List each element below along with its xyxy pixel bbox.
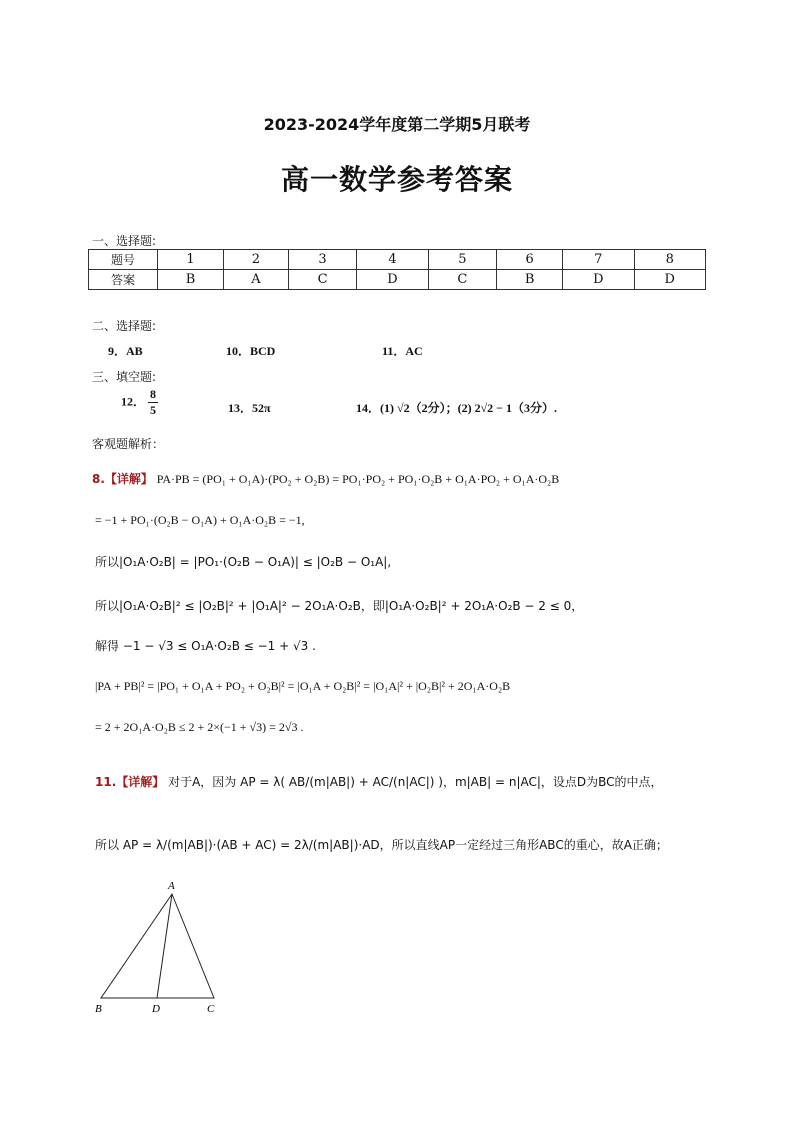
answer-q9: 9．AB [108,344,143,358]
q12-denominator: 5 [150,403,157,417]
q8-line-6: |PA + PB|² = |PO₁ + O₁A + PO₂ + O₂B|² = |O₁A + O₂B|² = |O₁A|² + |O₂B|² + 2O₁A·O₂B [95,679,511,693]
table-cell: D [563,270,634,290]
row-head-number: 题号 [89,250,158,270]
table-cell: C [288,270,356,290]
point-d-label: D [152,1003,160,1015]
exam-title: 2023-2024学年度第二学期5月联考 [263,115,531,134]
table-cell: B [497,270,563,290]
table-cell: 6 [497,250,563,270]
table-row [89,250,706,270]
q11-line-1: 对于A，因为 AP = λ( AB/(m|AB|) + AC/(n|AC|) )，m|AB| = n|AC|，设点D为BC的中点， [168,775,663,789]
answer-q11: 11．AC [382,344,423,358]
q11-line-2: 所以 AP = λ/(m|AB|)·(AB + AC) = 2λ/(m|AB|)·AD，所以直线AP一定经过三角形ABC的重心，故A正确； [95,838,668,852]
table-cell: 8 [634,250,705,270]
table-cell: 3 [288,250,356,270]
triangle-abc [101,894,214,998]
table-cell: 2 [223,250,288,270]
table-row [89,270,706,290]
q8-line-5: 解得 −1 − √3 ≤ O₁A·O₂B ≤ −1 + √3 . [95,639,316,653]
table-cell: A [223,270,288,290]
analysis-label: 客观题解析： [92,437,165,451]
q8-line-3: 所以|O₁A·O₂B| = |PO₁·(O₂B − O₁A)| ≤ |O₂B − O₁A|, [95,555,392,569]
table-cell: D [634,270,705,290]
q8-line-2: = −1 + PO₁·(O₂B − O₁A) + O₁A·O₂B = −1, [95,513,305,527]
triangle-figure [90,876,230,1018]
table-cell: 4 [357,250,428,270]
answer-q10: 10．BCD [226,344,276,358]
table-cell: 5 [428,250,496,270]
q12-fraction [148,387,158,418]
table-cell: 1 [158,250,224,270]
median-ad [157,894,172,998]
answer-q13: 13．52π [228,401,271,415]
page-title: 高一数学参考答案 [280,163,513,196]
q8-tag: 8.【详解】 [92,472,153,486]
table-cell: B [158,270,224,290]
q11-tag: 11.【详解】 [95,775,165,789]
q11-first-line [95,773,663,790]
section-1-label: 一、选择题: [92,234,157,248]
q8-line-7: = 2 + 2O₁A·O₂B ≤ 2 + 2×(−1 + √3) = 2√3 . [95,720,304,734]
vertex-a-label: A [168,880,175,892]
table-cell: C [428,270,496,290]
answer-table [88,249,706,290]
q12-label: 12． [121,394,146,409]
table-cell: D [357,270,428,290]
row-head-answer: 答案 [89,270,158,290]
q8-line-1: PA·PB = (PO₁ + O₁A)·(PO₂ + O₂B) = PO₁·PO₂ + PO₁·O₂B + O₁A·PO₂ + O₁A·O₂B [156,472,560,486]
q8-first-line [92,470,559,487]
q12-numerator: 8 [150,387,157,401]
answer-q12 [121,387,158,418]
section-2-label: 二、选择题: [92,319,157,333]
table-cell: 7 [563,250,634,270]
vertex-c-label: C [207,1003,215,1015]
section-3-label: 三、填空题: [92,370,157,384]
answer-q14: 14．(1) √2（2分）；(2) 2√2 − 1（3分）. [356,401,557,415]
q8-line-4: 所以|O₁A·O₂B|² ≤ |O₂B|² + |O₁A|² − 2O₁A·O₂B，即|O₁A·O₂B|² + 2O₁A·O₂B − 2 ≤ 0， [95,599,584,613]
vertex-b-label: B [95,1003,102,1015]
